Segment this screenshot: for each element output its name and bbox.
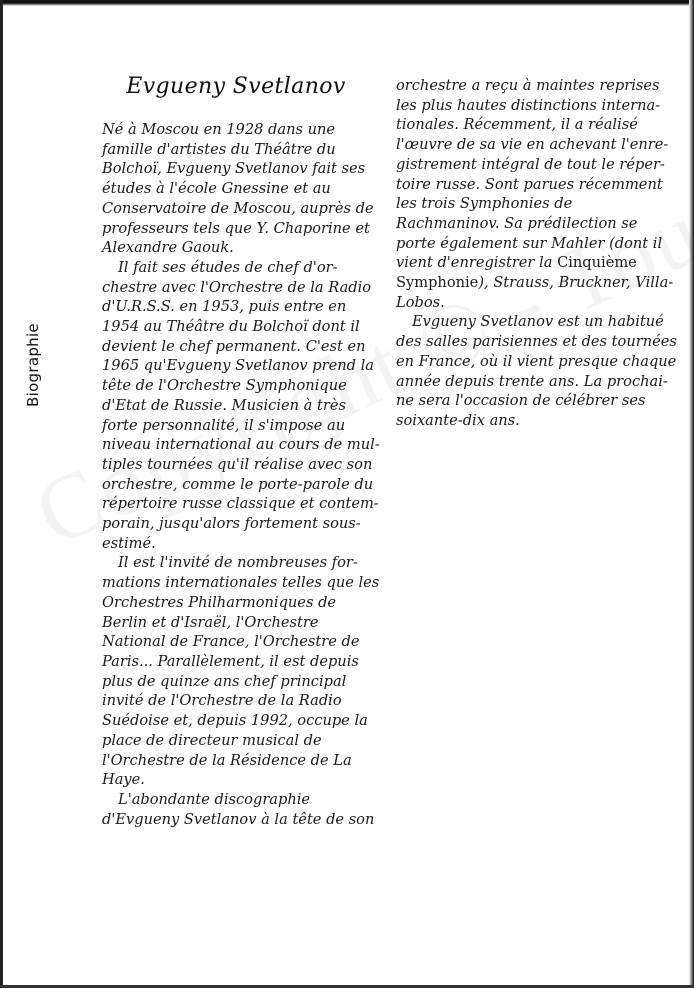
text-line: Lobos. (396, 293, 445, 311)
text-line: niveau international au cours de mul- (102, 436, 380, 454)
text-line: les plus hautes distinctions interna- (396, 96, 661, 114)
scan-edge-right (689, 0, 694, 988)
text-line: 1965 qu'Evgueny Svetlanov prend la (102, 357, 374, 375)
text-line: tête de l'Orchestre Symphonique (102, 377, 347, 395)
text-line: plus de quinze ans chef principal (102, 672, 347, 690)
mahler-recording-line-continued (396, 273, 676, 293)
text-line: orchestre, comme le porte-parole du (102, 475, 374, 493)
text-line: devient le chef permanent. C'est en (102, 337, 366, 355)
text-fragment: vient d'enregistrer la (396, 254, 558, 272)
text-line: 1954 au Théâtre du Bolchoï dont il (102, 318, 360, 336)
text-line: les trois Symphonies de (396, 195, 573, 213)
mahler-recording-line (396, 253, 676, 273)
text-line: d'Evgueny Svetlanov à la tête de son (102, 810, 375, 828)
left-text-column (102, 120, 380, 829)
paragraph-start-line: L'abondante discographie (118, 790, 311, 808)
biography-title: Evgueny Svetlanov (126, 74, 346, 99)
text-line: National de France, l'Orchestre de (102, 633, 360, 651)
text-line: des salles parisiennes et des tournées (396, 333, 677, 351)
text-line: Bolchoï, Evgueny Svetlanov fait ses (102, 160, 366, 178)
text-line: porain, jusqu'alors fortement sous- (102, 515, 361, 533)
text-fragment: ), Strauss, Bruckner, Villa- (478, 274, 674, 292)
text-line: gistrement intégral de tout le réper- (396, 155, 665, 173)
text-line: porte également sur Mahler (dont il (396, 234, 663, 252)
text-line: soixante-dix ans. (396, 411, 520, 429)
text-line: tionales. Récemment, il a réalisé (396, 116, 638, 134)
paragraph-start-line: Evgueny Svetlanov est un habitué (412, 313, 664, 331)
text-line: l'œuvre de sa vie en achevant l'enre- (396, 136, 669, 154)
text-line: orchestre a reçu à maintes reprises (396, 77, 660, 94)
paragraph-start-line: Il fait ses études de chef d'or- (118, 258, 338, 276)
scan-edge-top (0, 0, 694, 6)
text-line: forte personnalité, il s'impose au (102, 416, 346, 434)
work-title-cinquieme: Cinquième (557, 254, 637, 272)
text-line: tiples tournées qu'il réalise avec son (102, 455, 373, 473)
text-line: en France, où il vient presque chaque (396, 352, 677, 370)
text-line: famille d'artistes du Théâtre du (102, 140, 336, 158)
text-line: estimé. (102, 534, 156, 552)
text-line: année depuis trente ans. La prochai- (396, 372, 668, 390)
text-line: mations internationales telles que les (102, 574, 380, 592)
text-line: Conservatoire de Moscou, auprès de (102, 199, 374, 217)
text-line: Berlin et d'Israël, l'Orchestre (102, 613, 319, 631)
text-line: Suédoise et, depuis 1992, occupe la (102, 712, 368, 730)
text-line: l'Orchestre de la Résidence de La (102, 751, 352, 769)
text-line: chestre avec l'Orchestre de la Radio (102, 278, 372, 296)
text-line: professeurs tels que Y. Chaporine et (102, 219, 370, 237)
text-line: Rachmaninov. Sa prédilection se (396, 214, 638, 232)
text-line: Paris... Parallèlement, il est depuis (102, 652, 359, 670)
text-line: invité de l'Orchestre de la Radio (102, 692, 342, 710)
right-text-column (396, 76, 676, 431)
text-line: Orchestres Philharmoniques de (102, 593, 337, 611)
text-line: Né à Moscou en 1928 dans une (102, 121, 336, 138)
text-line: Haye. (102, 771, 145, 789)
work-title-symphonie: Symphonie (396, 274, 479, 292)
text-line: d'Etat de Russie. Musicien à très (102, 396, 346, 414)
section-label-biographie: Biographie (24, 323, 42, 407)
scan-edge-left (0, 0, 3, 988)
text-line: répertoire russe classique et contem- (102, 495, 379, 513)
text-line: place de directeur musical de (102, 731, 322, 749)
text-line: toire russe. Sont parues récemment (396, 175, 663, 193)
text-line: d'U.R.S.S. en 1953, puis entre en (102, 298, 347, 316)
paragraph-start-line: Il est l'invité de nombreuses for- (118, 554, 358, 572)
text-line: études à l'école Gnessine et au (102, 180, 331, 198)
text-line: ne sera l'occasion de célébrer ses (396, 392, 646, 410)
text-line: Alexandre Gaouk. (102, 239, 234, 257)
